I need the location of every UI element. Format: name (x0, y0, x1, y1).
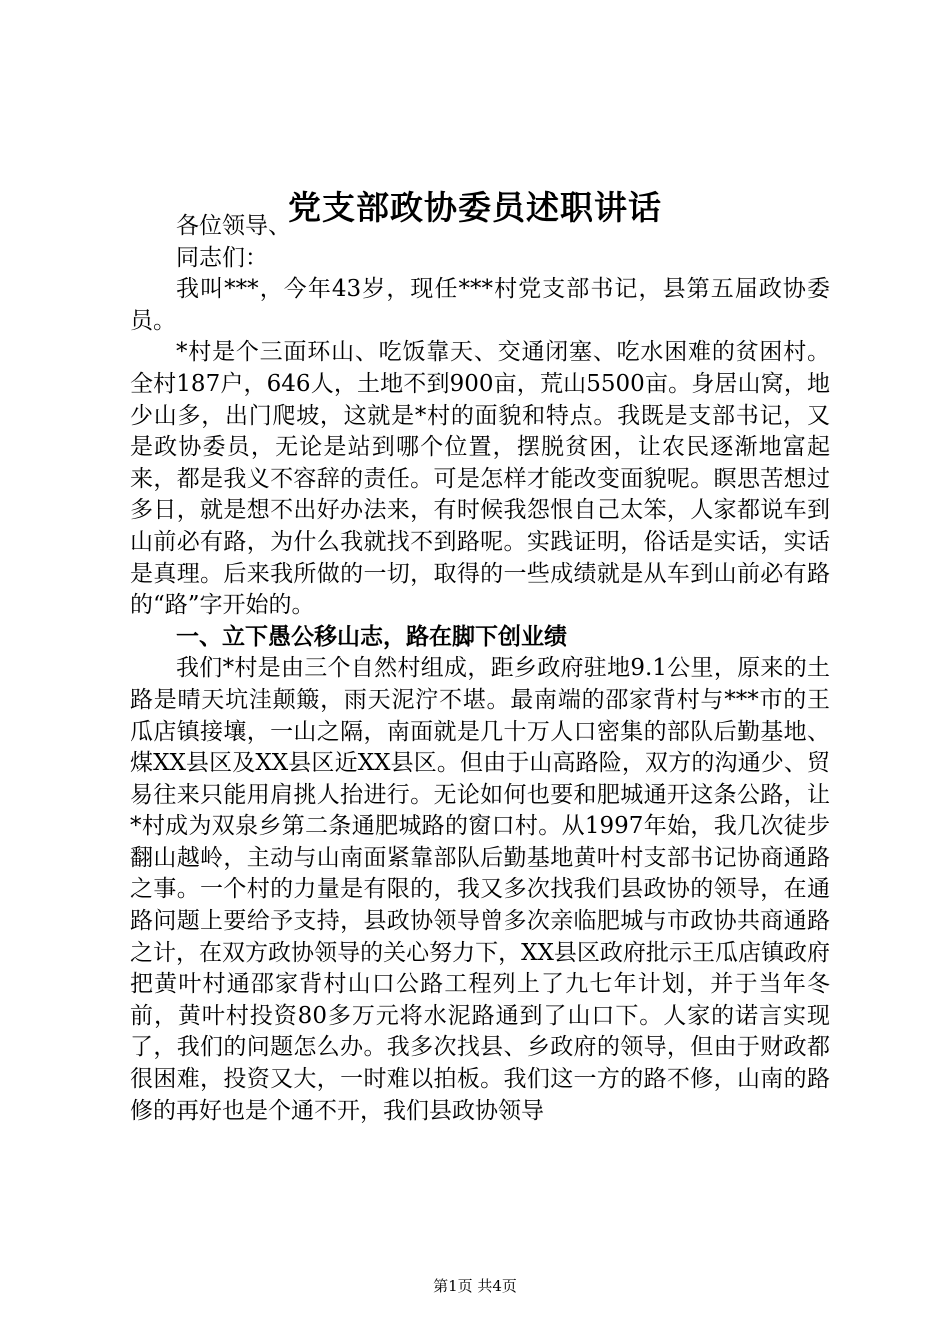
body-paragraph: *村是个三面环山、吃饭靠天、交通闭塞、吃水困难的贫困村。全村187户，646人，土地不到900亩，荒山5500亩。身居山窝，地少山多，出门爬坡，这就是*村的面貌和特点。我既是支部书记，又是政协委员，无论是站到哪个位置，摆脱贫困，让农民逐渐地富起来，都是我义不容辞的责任。可是怎样才能改变面貌呢。瞑思苦想过多日，就是想不出好办法来，有时候我怨恨自己太笨，人家都说车到山前必有路，为什么我就找不到路呢。实践证明，俗话是实话，实话是真理。后来我所做的一切，取得的一些成绩就是从车到山前必有路的“路”字开始的。 (130, 339, 830, 619)
body-paragraph: 我叫***，今年43岁，现任***村党支部书记，县第五届政协委员。 (130, 276, 830, 334)
greeting-line: 各位领导、 (176, 213, 291, 239)
document-body (130, 211, 830, 1127)
section-heading: 一、立下愚公移山志，路在脚下创业绩 (176, 623, 567, 650)
document-title: 党支部政协委员述职讲话 (288, 188, 662, 227)
greeting-line: 同志们： (176, 244, 268, 271)
page-footer: 第1页 共4页 (433, 1277, 517, 1295)
body-paragraph: 我们*村是由三个自然村组成，距乡政府驻地9.1公里，原来的土路是晴天坑洼颠簸，雨天泥泞不堪。最南端的邵家背村与***市的王瓜店镇接壤，一山之隔，南面就是几十万人口密集的部队后勤基地、煤XX县区及XX县区近XX县区。但由于山高路险，双方的沟通少、贸易往来只能用肩挑人抬进行。无论如何也要和肥城通开这条公路，让*村成为双泉乡第二条通肥城路的窗口村。从1997年始，我几次徒步翻山越岭，主动与山南面紧靠部队后勤基地黄叶村支部书记协商通路之事。一个村的力量是有限的，我又多次找我们县政协的领导，在通路问题上要给予支持，县政协领导曾多次亲临肥城与市政协共商通路之计，在双方政协领导的关心努力下，XX县区政府批示王瓜店镇政府把黄叶村通邵家背村山口公路工程列上了九七年计划，并于当年冬前，黄叶村投资80多万元将水泥路通到了山口下。人家的诺言实现了，我们的问题怎么办。我多次找县、乡政府的领导，但由于财政都很困难，投资又大，一时难以拍板。我们这一方的路不修，山南的路修的再好也是个通不开，我们县政协领导 (130, 655, 830, 1124)
